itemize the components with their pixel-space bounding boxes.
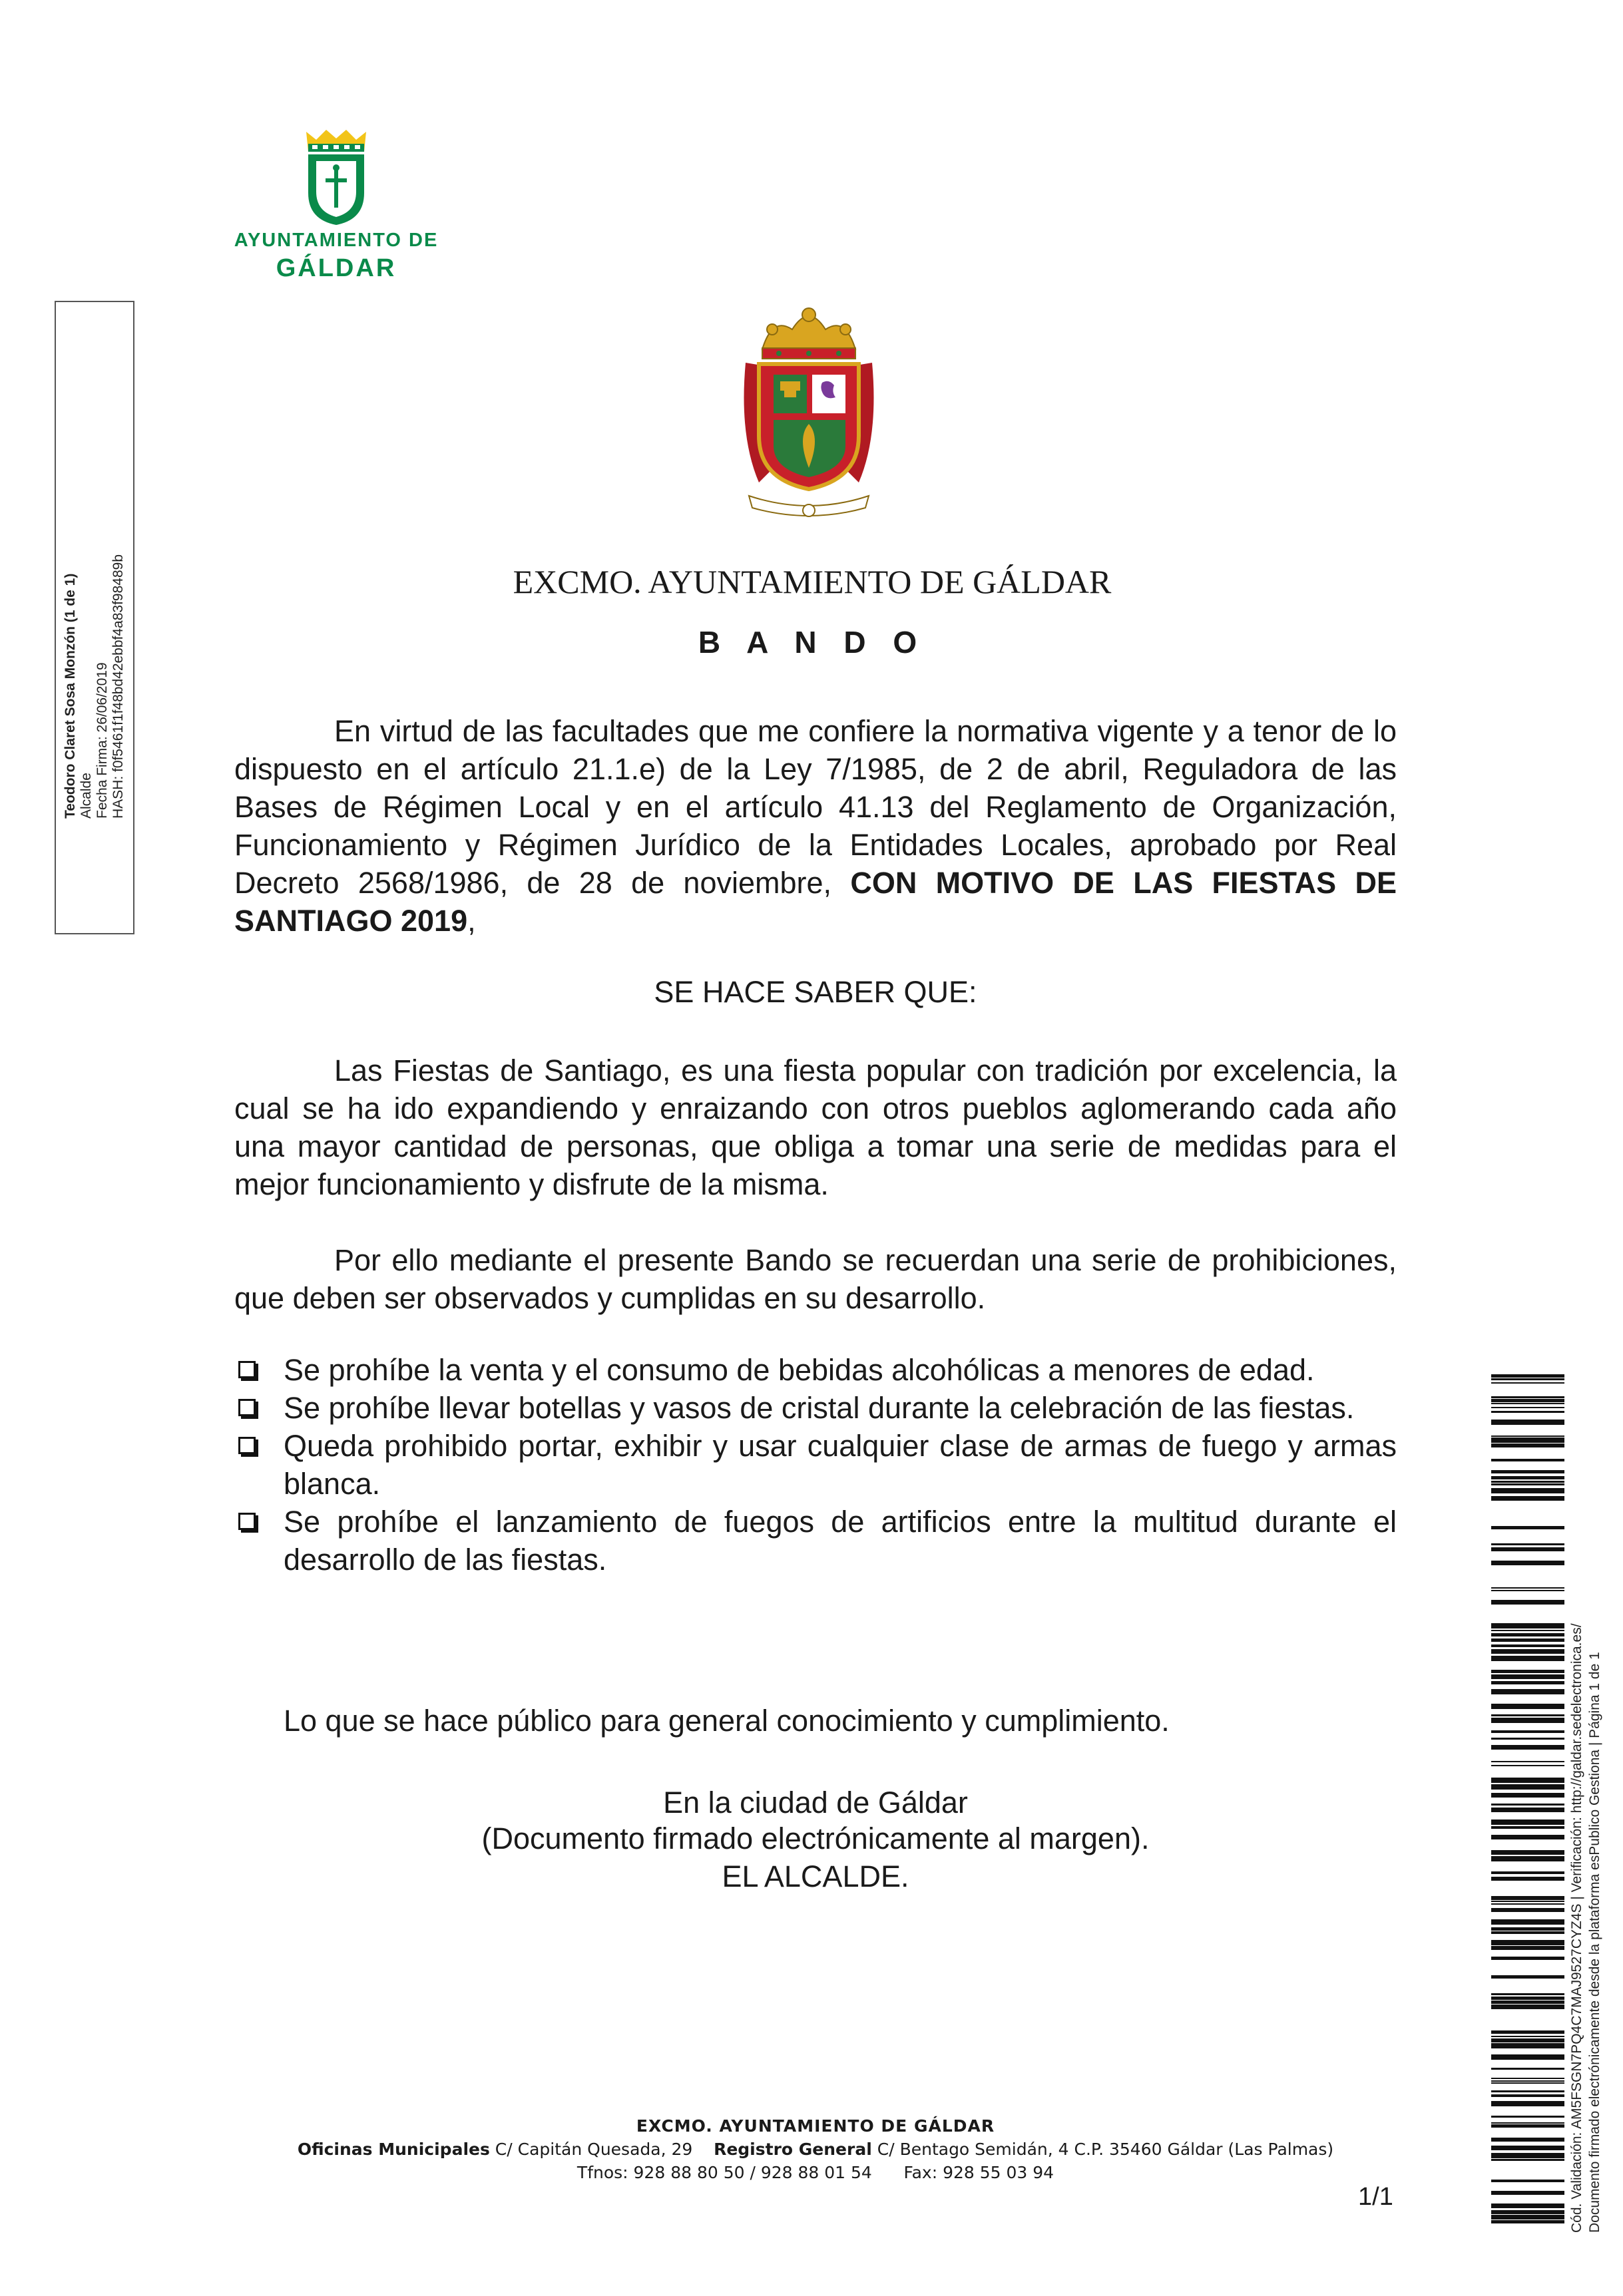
checkbox-bullet-icon [238, 1437, 256, 1454]
list-item [234, 1389, 1397, 1427]
registry-label: Registro General [714, 2140, 872, 2159]
checkbox-bullet-icon [238, 1399, 256, 1416]
signer-name: Teodoro Claret Sosa Monzón (1 de 1) [63, 573, 78, 819]
paragraph-intro [234, 712, 1397, 940]
shield-logo-icon [303, 126, 369, 226]
signing-place: En la ciudad de Gáldar [663, 1786, 968, 1819]
document-title: B A N D O [698, 625, 927, 660]
footer-addresses [234, 2140, 1397, 2159]
signature-text [63, 419, 129, 819]
prohibition-text: Se prohíbe el lanzamiento de fuegos de artificios entre la multitud durante el desarrollo de las fiestas. [284, 1505, 1397, 1577]
checkbox-bullet-icon [238, 1513, 256, 1530]
list-item [234, 1503, 1397, 1579]
signer-role: Alcalde [79, 773, 94, 819]
barcode-icon [1491, 1374, 1564, 2233]
page-number: 1/1 [1358, 2183, 1393, 2211]
prohibition-text: Queda prohibido portar, exhibir y usar cualquier clase de armas de fuego y armas blanca. [284, 1429, 1397, 1501]
validation-text [1564, 1374, 1611, 2233]
offices-label: Oficinas Municipales [297, 2140, 490, 2159]
paragraph-intro-end: , [467, 904, 476, 938]
paragraph-fiestas: Las Fiestas de Santiago, es una fiesta popular con tradición por excelencia, la cual se ha ido expandiendo y enraizando con otros pueblos aglomerando cada año una mayor cantidad de personas, que obliga a tomar una serie de medidas para el mejor funcionamiento y disfrute de la misma. [234, 1053, 1397, 1201]
logo-text-line1: AYUNTAMIENTO DE [234, 230, 439, 251]
signer-title: EL ALCALDE. [722, 1859, 909, 1893]
document-heading: EXCMO. AYUNTAMIENTO DE GÁLDAR [513, 563, 1112, 600]
ayuntamiento-logo [226, 126, 446, 286]
logo-text-line2: GÁLDAR [276, 254, 397, 282]
paragraph-intro-text: En virtud de las facultades que me confiere la normativa vigente y a tenor de lo dispuesto en el artículo 21.1.e) de la Ley 7/1985, de 2 de abril, Reguladora de las Bases de Régimen Local y en el artículo 41.13 del Reglamento de Organización, Funcionamiento y Régimen Jurídico de la Entidades Locales, aprobado por Real Decreto 2568/1986, de 28 de noviembre, [234, 714, 1397, 900]
prohibitions-list [234, 1351, 1397, 1579]
prohibition-text: Se prohíbe llevar botellas y vasos de cristal durante la celebración de las fiestas. [284, 1391, 1355, 1425]
signature-box [55, 301, 134, 934]
validation-code: Cód. Validación: AM5FSGN7PQ4C7MAJ9527CYZ4S | Verificación: http://galdar.sedelectronica.es/ [1569, 1623, 1584, 2233]
signature-date: Fecha Firma: 26/06/2019 [95, 662, 110, 819]
checkbox-bullet-icon [238, 1361, 256, 1378]
se-hace-saber: SE HACE SABER QUE: [654, 975, 977, 1009]
registry-address: C/ Bentago Semidán, 4 C.P. 35460 Gáldar (Las Palmas) [871, 2140, 1334, 2159]
prohibition-text: Se prohíbe la venta y el consumo de bebidas alcohólicas a menores de edad. [284, 1353, 1315, 1387]
signed-note: (Documento firmado electrónicamente al margen). [481, 1821, 1150, 1855]
paragraph-intro-bold: CON MOTIVO DE LAS FIESTAS DE SANTIAGO 2019 [234, 866, 1397, 938]
validation-platform: Documento firmado electrónicamente desde la plataforma esPublico Gestiona | Página 1 de 1 [1587, 1652, 1602, 2233]
footer-phones: Tfnos: 928 88 80 50 / 928 88 01 54 Fax: 928 55 03 94 [577, 2163, 1054, 2182]
coat-of-arms-icon [732, 303, 885, 522]
closing-statement: Lo que se hace público para general conocimiento y cumplimiento. [284, 1704, 1170, 1738]
offices-address: C/ Capitán Quesada, 29 [489, 2140, 693, 2159]
list-item [234, 1427, 1397, 1503]
list-item [234, 1351, 1397, 1389]
footer-org: EXCMO. AYUNTAMIENTO DE GÁLDAR [636, 2116, 995, 2136]
signature-hash: HASH: f0f5461f1f48bd42ebbf4a83f98489b [111, 554, 126, 819]
paragraph-prohibiciones: Por ello mediante el presente Bando se recuerdan una serie de prohibiciones, que deben ser observados y cumplidas en su desarrollo. [234, 1243, 1397, 1315]
